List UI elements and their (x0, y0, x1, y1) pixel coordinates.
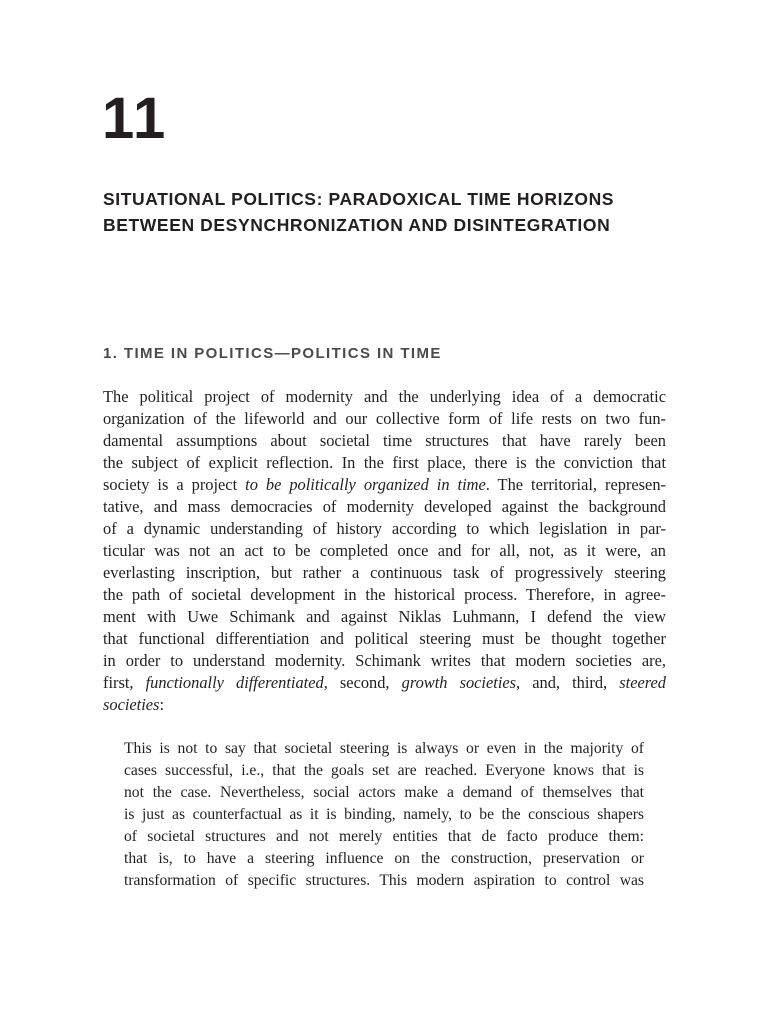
text-run: organization of the lifeworld and our collective form of life rests on two fun- (103, 409, 666, 428)
paragraph-line (103, 452, 666, 474)
paragraph-line (103, 606, 666, 628)
quote-line: cases successful, i.e., that the goals set are reached. Everyone knows that is (124, 762, 644, 779)
paragraph-line (103, 496, 666, 518)
quote-line: not the case. Nevertheless, social actors make a demand of themselves that (124, 784, 644, 801)
text-run: tative, and mass democracies of modernity developed against the background (103, 497, 666, 516)
chapter-number: 11 (102, 86, 168, 151)
paragraph-line (103, 474, 666, 496)
chapter-title (103, 186, 703, 238)
text-run: . The territorial, represen- (485, 475, 666, 494)
italic-run: growth societies (401, 673, 517, 692)
text-run: : (159, 695, 165, 714)
paragraph-line (103, 584, 666, 606)
italic-run: functionally differentiated (145, 673, 324, 692)
chapter-title-line: BETWEEN DESYNCHRONIZATION AND DISINTEGRATION (103, 215, 611, 235)
quote-line: This is not to say that societal steering is always or even in the majority of (124, 740, 644, 757)
italic-run: societies (103, 695, 160, 714)
quote-line: that is, to have a steering influence on the construction, preservation or (124, 850, 644, 867)
text-run: damental assumptions about societal time structures that have rarely been (103, 431, 666, 450)
body-paragraph (103, 386, 666, 716)
text-run: first, (103, 673, 146, 692)
chapter-title-line: SITUATIONAL POLITICS: PARADOXICAL TIME HORIZONS (103, 189, 615, 209)
paragraph-line (103, 540, 666, 562)
paragraph-line (103, 386, 666, 408)
text-run: the subject of explicit reflection. In the first place, there is the conviction that (103, 453, 666, 472)
paragraph-line (103, 628, 666, 650)
block-quote (124, 738, 644, 892)
paragraph-line (103, 562, 666, 584)
text-run: of a dynamic understanding of history according to which legislation in par- (103, 519, 666, 538)
text-run: in order to understand modernity. Schimank writes that modern societies are, (103, 651, 666, 670)
italic-run: steered (619, 673, 666, 692)
quote-line: transformation of specific structures. This modern aspiration to control was (124, 872, 644, 889)
section-heading: 1. TIME IN POLITICS—POLITICS IN TIME (103, 345, 442, 362)
italic-run: to be politically organized in time (245, 475, 486, 494)
paragraph-line (103, 408, 666, 430)
text-run: everlasting inscription, but rather a continuous task of progressively steering (103, 563, 666, 582)
text-run: the path of societal development in the historical process. Therefore, in agree- (103, 585, 666, 604)
paragraph-line (103, 430, 666, 452)
quote-line: of societal structures and not merely entities that de facto produce them: (124, 828, 644, 845)
text-run: that functional differentiation and political steering must be thought together (103, 629, 666, 648)
paragraph-line (103, 518, 666, 540)
paragraph-line (103, 672, 666, 694)
text-run: The political project of modernity and the underlying idea of a democratic (103, 387, 666, 406)
text-run: , and, third, (516, 673, 620, 692)
text-run: society is a project (103, 475, 246, 494)
paragraph-line (103, 650, 666, 672)
text-run: ment with Uwe Schimank and against Niklas Luhmann, I defend the view (103, 607, 666, 626)
quote-line: is just as counterfactual as it is binding, namely, to be the conscious shapers (124, 806, 644, 823)
text-run: , second, (323, 673, 402, 692)
text-run: ticular was not an act to be completed once and for all, not, as it were, an (103, 541, 666, 560)
paragraph-line (103, 694, 666, 716)
